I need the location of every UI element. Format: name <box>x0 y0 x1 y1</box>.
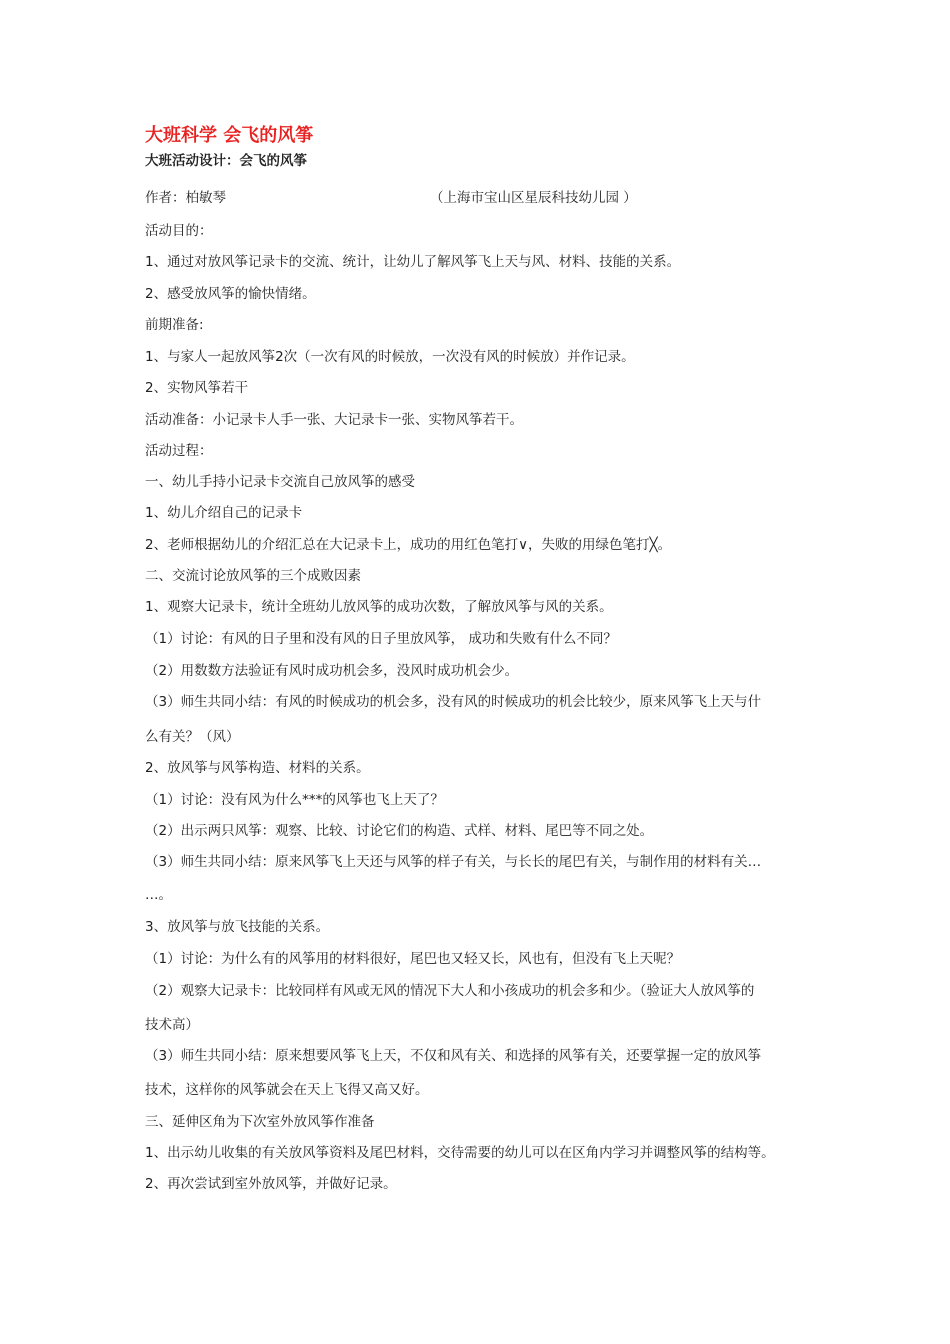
body-line: 前期准备: <box>145 317 204 333</box>
body-line: 2、放风筝与风筝构造、材料的关系。 <box>145 760 370 776</box>
body-line: 1、幼儿介绍自己的记录卡 <box>145 505 303 521</box>
body-line: 1、出示幼儿收集的有关放风筝资料及尾巴材料，交待需要的幼儿可以在区角内学习并调整风筝的结构等。 <box>145 1145 775 1161</box>
body-line: 2、老师根据幼儿的介绍汇总在大记录卡上，成功的用红色笔打∨，失败的用绿色笔打╳。 <box>145 537 672 553</box>
body-line: （1）讨论：为什么有的风筝用的材料很好，尾巴也又轻又长，风也有，但没有飞上天呢？ <box>145 951 681 967</box>
body-line: 3、放风筝与放飞技能的关系。 <box>145 919 330 935</box>
author-label: 作者：柏敏琴 <box>145 190 226 206</box>
document-title: 大班科学 会飞的风筝 <box>145 125 314 146</box>
body-line: 三、延伸区角为下次室外放风筝作准备 <box>145 1114 375 1130</box>
author-line <box>145 188 637 208</box>
body-line: （3）师生共同小结：原来风筝飞上天还与风筝的样子有关，与长长的尾巴有关，与制作用的材料有关… <box>145 854 762 870</box>
body-line: 活动准备：小记录卡人手一张、大记录卡一张、实物风筝若干。 <box>145 412 523 428</box>
body-line: 二、交流讨论放风筝的三个成败因素 <box>145 568 361 584</box>
body-line: （3）师生共同小结：原来想要风筝飞上天，不仅和风有关、和选择的风筝有关，还要掌握一定的放风筝 <box>145 1048 762 1064</box>
body-line: 活动过程： <box>145 443 213 459</box>
body-line: …。 <box>145 887 172 903</box>
body-line: 活动目的： <box>145 223 213 239</box>
body-line: （2）用数数方法验证有风时成功机会多，没风时成功机会少。 <box>145 663 519 679</box>
body-line: （2）出示两只风筝：观察、比较、讨论它们的构造、式样、材料、尾巴等不同之处。 <box>145 823 654 839</box>
document-subtitle: 大班活动设计：会飞的风筝 <box>145 153 307 169</box>
body-line: （1）讨论：没有风为什么***的风筝也飞上天了？ <box>145 792 444 808</box>
body-line: 1、观察大记录卡，统计全班幼儿放风筝的成功次数，了解放风筝与风的关系。 <box>145 599 613 615</box>
body-line: 2、再次尝试到室外放风筝，并做好记录。 <box>145 1176 397 1192</box>
body-line: 一、幼儿手持小记录卡交流自己放风筝的感受 <box>145 474 415 490</box>
body-line: 2、实物风筝若干 <box>145 380 249 396</box>
body-line: 么有关？（风） <box>145 729 240 745</box>
author-school: （上海市宝山区星辰科技幼儿园 ） <box>430 190 637 206</box>
body-line: 1、与家人一起放风筝2次（一次有风的时候放，一次没有风的时候放）并作记录。 <box>145 349 635 365</box>
body-line: 技术高） <box>145 1017 199 1033</box>
body-line: 2、感受放风筝的愉快情绪。 <box>145 286 316 302</box>
body-line: （3）师生共同小结：有风的时候成功的机会多，没有风的时候成功的机会比较少，原来风筝飞上天与什 <box>145 694 762 710</box>
body-line: （2）观察大记录卡：比较同样有风或无风的情况下大人和小孩成功的机会多和少。（验证大人放风筝的 <box>145 983 755 999</box>
body-line: 1、通过对放风筝记录卡的交流、统计，让幼儿了解风筝飞上天与风、材料、技能的关系。 <box>145 254 681 270</box>
body-line: （1）讨论：有风的日子里和没有风的日子里放风筝， 成功和失败有什么不同？ <box>145 631 617 647</box>
body-line: 技术，这样你的风筝就会在天上飞得又高又好。 <box>145 1082 429 1098</box>
